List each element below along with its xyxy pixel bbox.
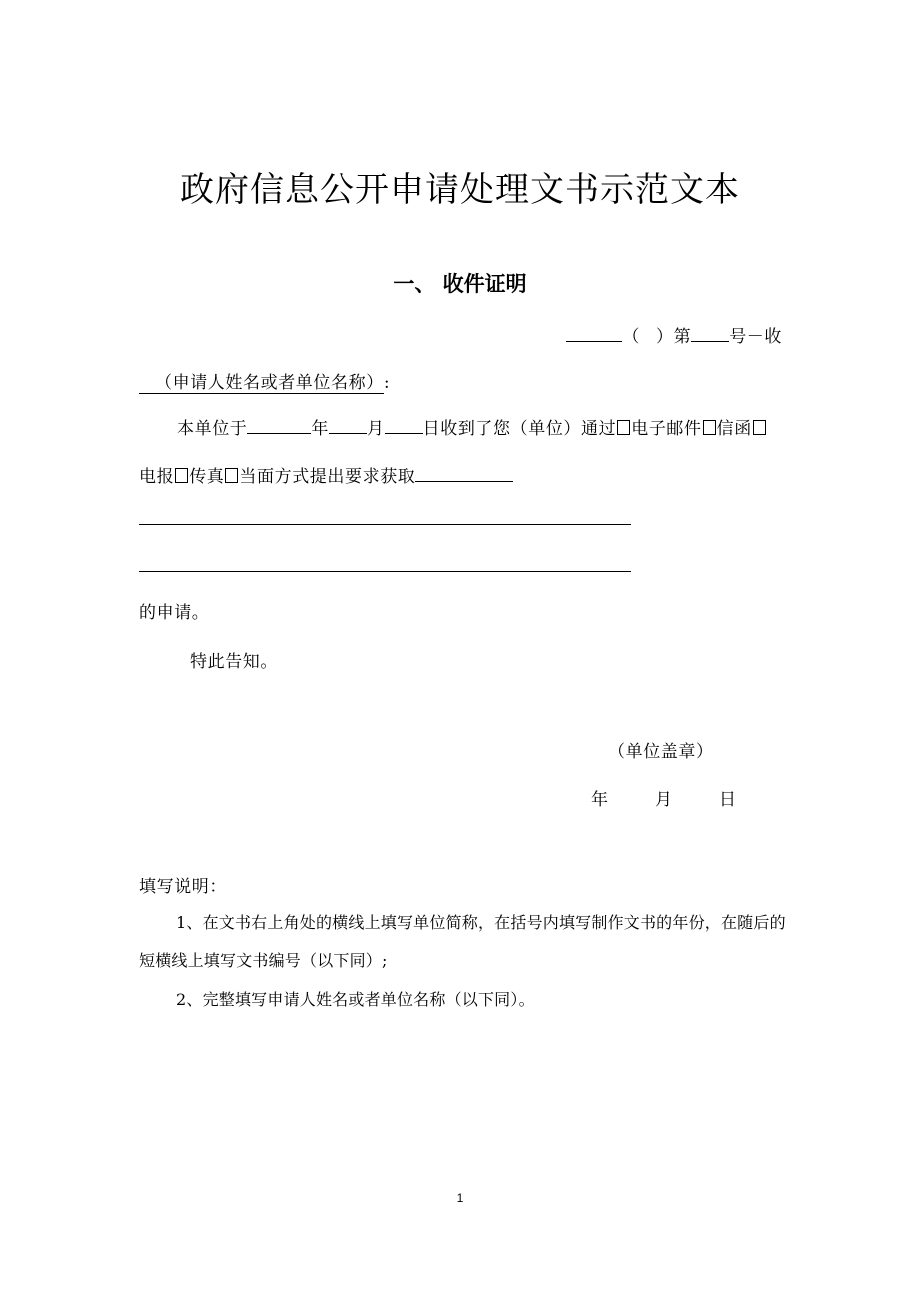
number-suffix: 号－收 <box>729 327 782 347</box>
section-title: 一、 收件证明 <box>393 272 527 296</box>
received-day-blank[interactable] <box>385 415 423 434</box>
page-number: 1 <box>456 1191 464 1205</box>
month-label: 月 <box>367 419 385 439</box>
instruction-item-2: 2、完整填写申请人姓名或者单位名称（以下同）。 <box>176 990 535 1009</box>
checkbox-in-person[interactable] <box>225 468 238 483</box>
document-number-line <box>566 322 782 347</box>
instruction-item-1-line-1: 1、在文书右上角处的横线上填写单位简称，在括号内填写制作文书的年份，在随后的 <box>176 913 786 932</box>
method-fax: 传真 <box>189 467 225 487</box>
addressee-colon: : <box>383 373 391 393</box>
document-title: 政府信息公开申请处理文书示范文本 <box>180 170 740 210</box>
receipt-sentence-line-2 <box>139 462 513 487</box>
signature-year: 年 <box>591 790 609 810</box>
method-in-person: 当面 <box>239 467 275 487</box>
requested-info-line-2[interactable] <box>139 571 631 572</box>
instruction-item-1-line-2: 短横线上填写文书编号（以下同）; <box>139 951 388 970</box>
addressee-line <box>139 368 390 393</box>
signature-month: 月 <box>655 790 673 810</box>
day-text: 日收到了您（单位）通过 <box>422 419 617 439</box>
year-label: 年 <box>311 419 330 439</box>
year-open-paren: （ <box>622 327 640 347</box>
application-tail: 的申请。 <box>139 603 210 623</box>
method-email: 电子邮件 <box>631 419 702 439</box>
received-year-blank[interactable] <box>247 415 311 434</box>
checkbox-email[interactable] <box>617 420 630 435</box>
received-month-blank[interactable] <box>329 415 367 434</box>
receipt-prefix: 本单位于 <box>177 419 248 439</box>
number-prefix: ）第 <box>655 327 692 347</box>
addressee-field[interactable]: （申请人姓名或者单位名称） <box>139 373 384 394</box>
document-number-blank[interactable] <box>691 323 729 342</box>
signature-day: 日 <box>719 790 737 810</box>
method-letter: 信函 <box>716 419 752 439</box>
requested-info-blank[interactable] <box>415 463 513 482</box>
unit-abbreviation-blank[interactable] <box>566 323 622 342</box>
instructions-heading: 填写说明： <box>139 877 227 897</box>
checkbox-telegram[interactable] <box>753 420 766 435</box>
checkbox-fax[interactable] <box>175 468 188 483</box>
methods-suffix: 方式提出要求获取 <box>274 467 416 487</box>
receipt-sentence-line-1 <box>177 414 767 439</box>
notice-text: 特此告知。 <box>190 652 278 672</box>
checkbox-letter[interactable] <box>703 420 716 435</box>
requested-info-line-1[interactable] <box>139 524 631 525</box>
method-telegram: 电报 <box>139 467 175 487</box>
signature-date <box>591 785 737 810</box>
unit-seal-label: （单位盖章） <box>608 742 714 762</box>
